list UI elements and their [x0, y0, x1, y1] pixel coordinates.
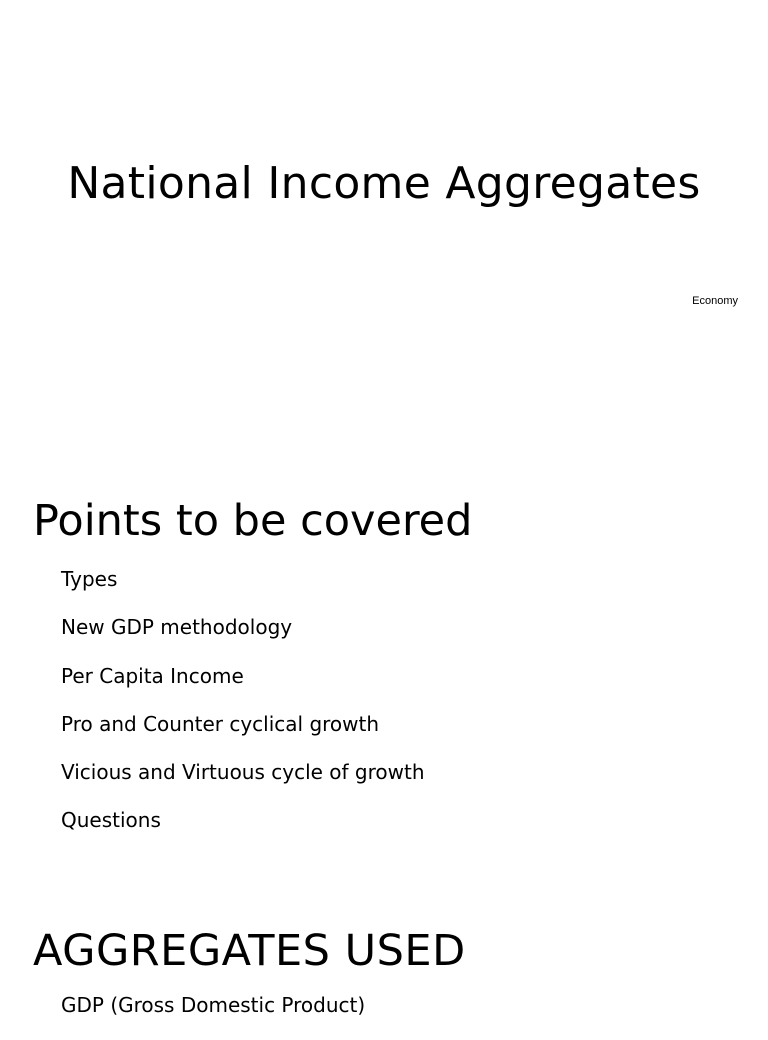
main-title: National Income Aggregates	[67, 158, 701, 209]
title-slide	[0, 0, 768, 440]
aggregates-slide	[0, 900, 768, 1024]
points-list	[61, 566, 425, 856]
points-slide	[0, 440, 768, 900]
list-item: Types	[61, 567, 118, 591]
aggregates-heading: AGGREGATES USED	[33, 926, 466, 976]
subject-label: Economy	[692, 295, 738, 307]
list-item: Questions	[61, 808, 161, 833]
list-item: GDP (Gross Domestic Product)	[61, 993, 366, 1017]
aggregates-list	[61, 992, 365, 1040]
list-item: Per Capita Income	[61, 663, 244, 688]
list-item: Vicious and Virtuous cycle of growth	[61, 760, 425, 785]
points-heading: Points to be covered	[33, 496, 473, 546]
list-item: Pro and Counter cyclical growth	[61, 711, 380, 736]
list-item: New GDP methodology	[61, 615, 293, 640]
